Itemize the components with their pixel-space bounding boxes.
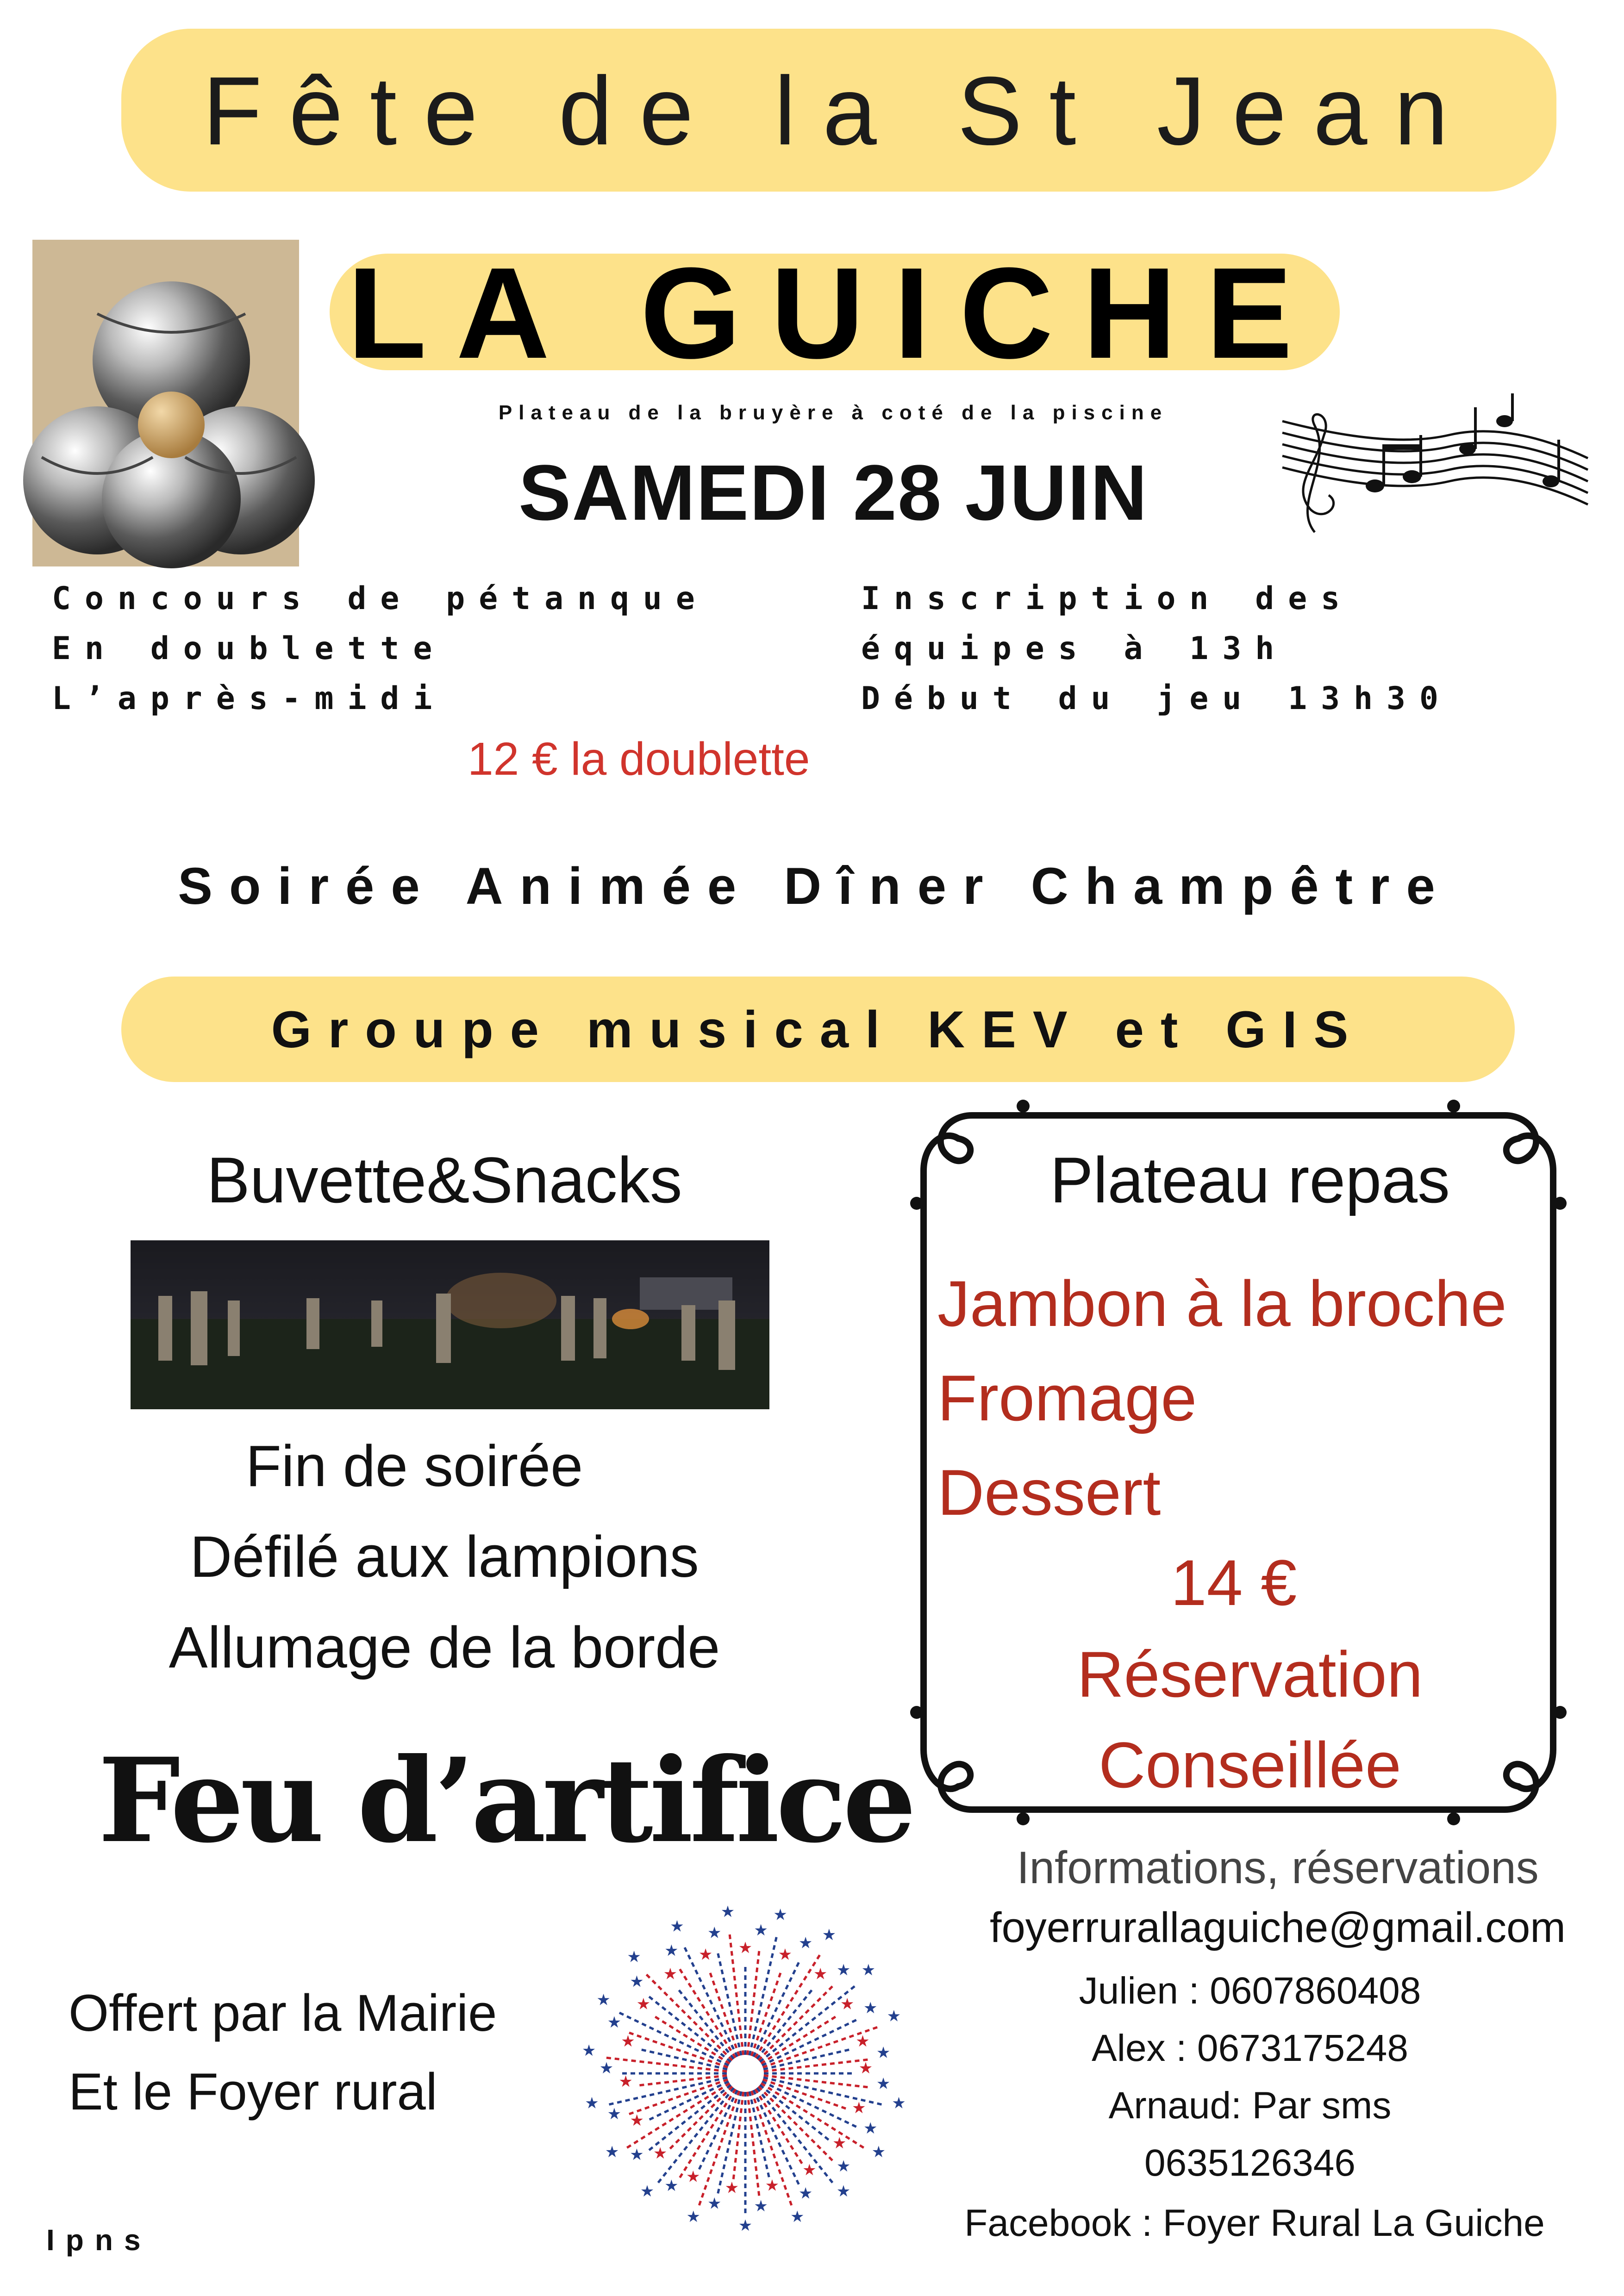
offered-by bbox=[69, 1974, 497, 2131]
svg-text:★: ★ bbox=[596, 1991, 611, 2010]
band-name: Groupe musical KEV et GIS bbox=[271, 1001, 1365, 1058]
location-text: Plateau de la bruyère à coté de la piscine bbox=[498, 401, 1168, 424]
svg-text:★: ★ bbox=[802, 2161, 817, 2180]
petanque-balls-image bbox=[32, 240, 299, 566]
svg-text:★: ★ bbox=[621, 2032, 635, 2051]
meal-item: Jambon à la broche bbox=[937, 1267, 1507, 1340]
night-party-photo bbox=[131, 1240, 769, 1409]
svg-text:★: ★ bbox=[664, 1941, 679, 1960]
meal-reservation bbox=[926, 1629, 1574, 1811]
svg-text:★: ★ bbox=[707, 1923, 722, 1942]
svg-text:★: ★ bbox=[863, 1998, 878, 2017]
svg-text:★: ★ bbox=[876, 2043, 891, 2062]
svg-text:★: ★ bbox=[836, 2157, 851, 2176]
contact-line: Arnaud: Par sms bbox=[1108, 2084, 1392, 2127]
svg-text:★: ★ bbox=[813, 1965, 828, 1984]
svg-text:★: ★ bbox=[686, 2207, 700, 2226]
evening-headline: Soirée Animée Dîner Champêtre bbox=[178, 857, 1452, 915]
svg-text:★: ★ bbox=[698, 1945, 713, 1964]
meal-price: 14 € bbox=[1170, 1546, 1297, 1619]
svg-text:★: ★ bbox=[852, 2098, 866, 2117]
ipns-mark: Ipns bbox=[46, 2223, 152, 2257]
svg-text:★: ★ bbox=[581, 2041, 596, 2060]
contact-line: Julien : 0607860408 bbox=[1079, 1970, 1421, 2012]
svg-text:★: ★ bbox=[840, 1995, 855, 2014]
petanque-right bbox=[861, 574, 1452, 724]
meal-item: Fromage bbox=[937, 1362, 1197, 1434]
svg-text:★: ★ bbox=[627, 1948, 641, 1966]
svg-text:★: ★ bbox=[876, 2074, 891, 2093]
meal-title: Plateau repas bbox=[1050, 1144, 1450, 1216]
petanque-left-line: Concours de pétanque bbox=[52, 580, 709, 617]
svg-text:★: ★ bbox=[738, 1939, 753, 1957]
end-line: Défilé aux lampions bbox=[190, 1524, 699, 1589]
svg-text:★: ★ bbox=[630, 2146, 644, 2165]
petanque-left bbox=[52, 574, 709, 724]
svg-text:★: ★ bbox=[636, 1995, 651, 2014]
svg-text:★: ★ bbox=[798, 2184, 813, 2203]
svg-text:★: ★ bbox=[822, 1926, 837, 1945]
svg-text:★: ★ bbox=[725, 2178, 739, 2197]
end-line: Allumage de la borde bbox=[169, 1615, 720, 1680]
svg-text:★: ★ bbox=[790, 2207, 805, 2226]
end-of-evening bbox=[74, 1421, 815, 1693]
svg-text:★: ★ bbox=[630, 2111, 644, 2130]
event-title: Fête de la St Jean bbox=[202, 56, 1475, 165]
contact-email[interactable]: foyerrurallaguiche@gmail.com bbox=[990, 1904, 1566, 1951]
petanque-left-line: L’après-midi bbox=[52, 680, 446, 717]
svg-text:★: ★ bbox=[664, 2177, 679, 2196]
svg-text:★: ★ bbox=[707, 2194, 722, 2213]
svg-text:★: ★ bbox=[863, 2119, 878, 2138]
svg-text:★: ★ bbox=[663, 1965, 678, 1984]
svg-text:★: ★ bbox=[798, 1934, 813, 1953]
svg-text:★: ★ bbox=[754, 2197, 768, 2216]
fireworks-icon bbox=[581, 1888, 906, 2268]
contact-line: 0635126346 bbox=[1144, 2142, 1356, 2184]
contact-lines bbox=[926, 1962, 1574, 2192]
svg-text:★: ★ bbox=[754, 1921, 768, 1940]
svg-text:★: ★ bbox=[836, 2182, 851, 2201]
offered-line: Offert par la Mairie bbox=[69, 1984, 497, 2042]
offered-line: Et le Foyer rural bbox=[69, 2063, 437, 2121]
svg-text:★: ★ bbox=[765, 2176, 780, 2195]
petanque-right-line: équipes à 13h bbox=[861, 630, 1288, 667]
meal-item: Dessert bbox=[937, 1456, 1161, 1529]
facebook-line[interactable]: Facebook : Foyer Rural La Guiche bbox=[964, 2202, 1545, 2244]
svg-text:★: ★ bbox=[607, 2105, 622, 2124]
petanque-left-line: En doublette bbox=[52, 630, 446, 667]
svg-text:★: ★ bbox=[861, 1961, 876, 1980]
svg-text:★: ★ bbox=[778, 1945, 793, 1964]
svg-text:★: ★ bbox=[607, 2013, 622, 2032]
reservation-line: Conseillée bbox=[1099, 1729, 1401, 1801]
svg-text:★: ★ bbox=[892, 2094, 906, 2113]
svg-text:★: ★ bbox=[640, 2182, 655, 2201]
svg-text:★: ★ bbox=[585, 2094, 599, 2113]
svg-text:★: ★ bbox=[887, 2007, 901, 2026]
svg-text:★: ★ bbox=[605, 2142, 619, 2161]
buvette-label: Buvette&Snacks bbox=[206, 1144, 682, 1216]
svg-text:★: ★ bbox=[738, 2216, 753, 2235]
petanque-right-line: Début du jeu 13h30 bbox=[861, 680, 1452, 717]
contact-heading: Informations, réservations bbox=[1017, 1842, 1539, 1893]
svg-text:★: ★ bbox=[630, 1972, 644, 1991]
reservation-line: Réservation bbox=[1077, 1638, 1423, 1711]
petanque-right-line: Inscription des bbox=[861, 580, 1354, 617]
svg-text:★: ★ bbox=[871, 2142, 886, 2161]
village-name: LA GUICHE bbox=[347, 241, 1322, 386]
svg-text:★: ★ bbox=[653, 2144, 668, 2163]
petanque-price: 12 € la doublette bbox=[468, 733, 810, 785]
end-line: Fin de soirée bbox=[245, 1433, 583, 1499]
svg-text:★: ★ bbox=[670, 1917, 684, 1936]
svg-text:★: ★ bbox=[686, 2167, 700, 2186]
meal-items bbox=[937, 1257, 1507, 1540]
svg-text:★: ★ bbox=[720, 1903, 735, 1922]
fireworks-title: Feu d’artifice bbox=[98, 1732, 913, 1868]
svg-text:★: ★ bbox=[773, 1905, 787, 1924]
svg-text:★: ★ bbox=[618, 2072, 633, 2091]
svg-text:★: ★ bbox=[836, 1960, 851, 1979]
svg-text:★: ★ bbox=[832, 2134, 847, 2153]
svg-text:★: ★ bbox=[858, 2059, 873, 2078]
contact-line: Alex : 0673175248 bbox=[1092, 2027, 1408, 2069]
event-date: SAMEDI 28 JUIN bbox=[518, 449, 1149, 537]
svg-text:★: ★ bbox=[599, 2059, 614, 2078]
music-notes-icon bbox=[1273, 393, 1597, 541]
svg-text:★: ★ bbox=[856, 2032, 870, 2051]
